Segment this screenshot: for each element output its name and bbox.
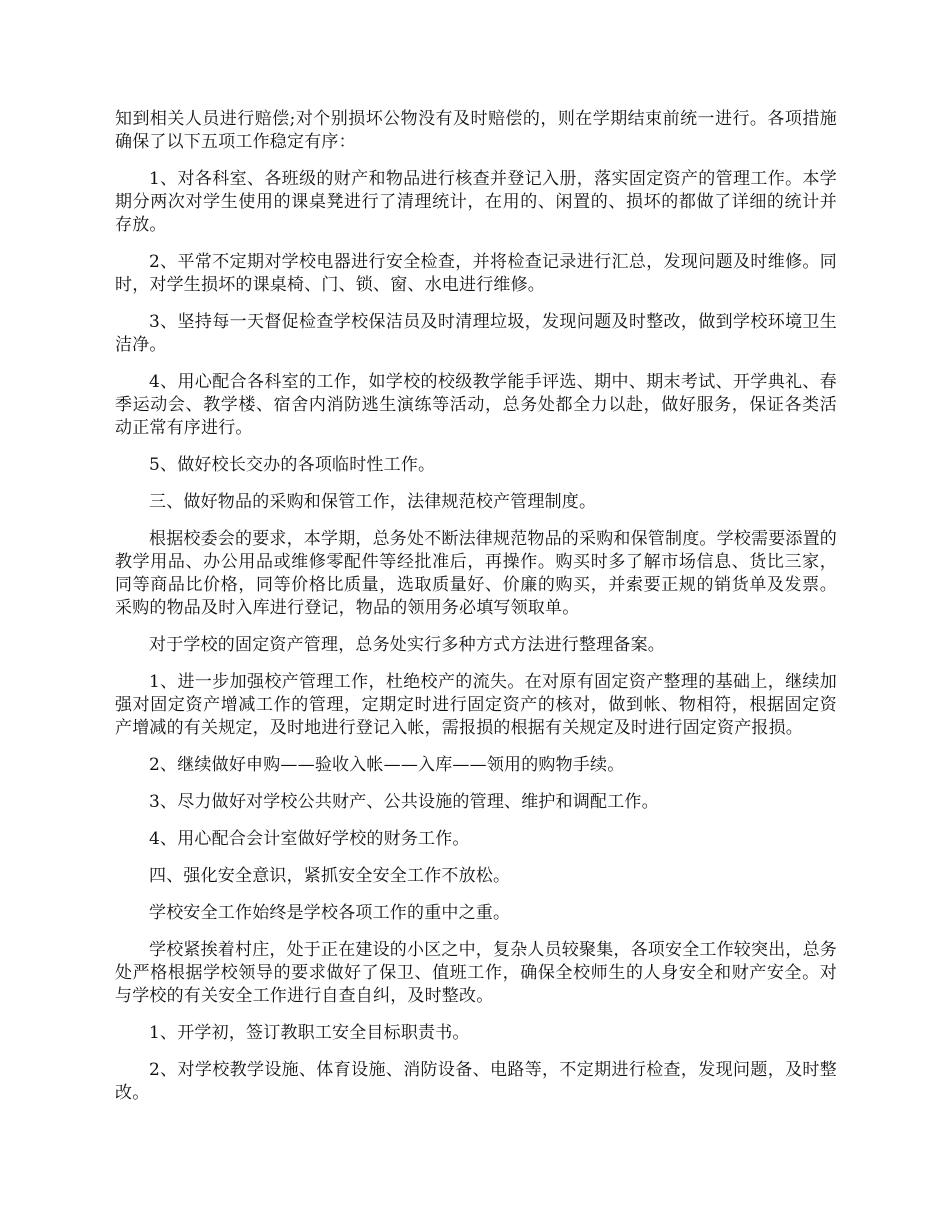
paragraph-assets-item-3: 3、尽力做好对学校公共财产、公共设施的管理、维护和调配工作。 [149, 792, 659, 812]
section-heading-4: 四、强化安全意识，紧抓安全安全工作不放松。 [149, 866, 511, 886]
paragraph-safety-priority: 学校安全工作始终是学校各项工作的重中之重。 [149, 903, 511, 923]
paragraph-safety-context: 学校紧挨着村庄，处于正在建设的小区之中，复杂人员较聚集，各项安全工作较突出，总务处严格根据学校领导的要求做好了保卫、值班工作，确保全校师生的人身安全和财产安全。对与学校的有关安全工作进行自查自纠，及时整改。 [115, 940, 837, 1006]
paragraph-item-5: 5、做好校长交办的各项临时性工作。 [149, 455, 436, 475]
section-heading-3: 三、做好物品的采购和保管工作，法律规范校产管理制度。 [149, 492, 597, 512]
paragraph-continuation: 知到相关人员进行赔偿;对个别损坏公物没有及时赔偿的，则在学期结束前统一进行。各项措施确保了以下五项工作稳定有序： [115, 109, 837, 152]
paragraph-fixed-assets-intro: 对于学校的固定资产管理，总务处实行多种方式方法进行整理备案。 [149, 635, 665, 655]
document-body [115, 108, 837, 1119]
paragraph-item-4: 4、用心配合各科室的工作，如学校的校级教学能手评选、期中、期末考试、开学典礼、春季运动会、教学楼、宿舍内消防逃生演练等活动，总务处都全力以赴，做好服务，保证各类活动正常有序进行。 [115, 372, 837, 438]
paragraph-procurement: 根据校委会的要求，本学期，总务处不断法律规范物品的采购和保管制度。学校需要添置的教学用品、办公用品或维修零配件等经批准后，再操作。购买时多了解市场信息、货比三家，同等商品比价格，同等价格比质量，选取质量好、价廉的购买，并索要正规的销货单及发票。采购的物品及时入库进行登记，物品的领用务必填写领取单。 [115, 529, 837, 618]
paragraph-safety-item-1: 1、开学初，签订教职工安全目标职责书。 [149, 1023, 470, 1043]
paragraph-item-3: 3、坚持每一天督促检查学校保洁员及时清理垃圾，发现问题及时整改，做到学校环境卫生洁净。 [115, 312, 837, 355]
paragraph-assets-item-4: 4、用心配合会计室做好学校的财务工作。 [149, 829, 470, 849]
paragraph-item-1: 1、对各科室、各班级的财产和物品进行核查并登记入册，落实固定资产的管理工作。本学期分两次对学生使用的课桌凳进行了清理统计，在用的、闲置的、损坏的都做了详细的统计并存放。 [115, 169, 837, 235]
paragraph-assets-item-2: 2、继续做好申购——验收入帐——入库——领用的购物手续。 [149, 755, 625, 775]
paragraph-safety-item-2: 2、对学校教学设施、体育设施、消防设备、电路等，不定期进行检查，发现问题，及时整改。 [115, 1060, 837, 1103]
paragraph-item-2: 2、平常不定期对学校电器进行安全检查，并将检查记录进行汇总，发现问题及时维修。同时，对学生损坏的课桌椅、门、锁、窗、水电进行维修。 [115, 252, 837, 295]
paragraph-assets-item-1: 1、进一步加强校产管理工作，杜绝校产的流失。在对原有固定资产整理的基础上，继续加强对固定资产增减工作的管理，定期定时进行固定资产的核对，做到帐、物相符，根据固定资产增减的有关规定，及时地进行登记入帐，需报损的根据有关规定及时进行固定资产报损。 [115, 672, 837, 738]
